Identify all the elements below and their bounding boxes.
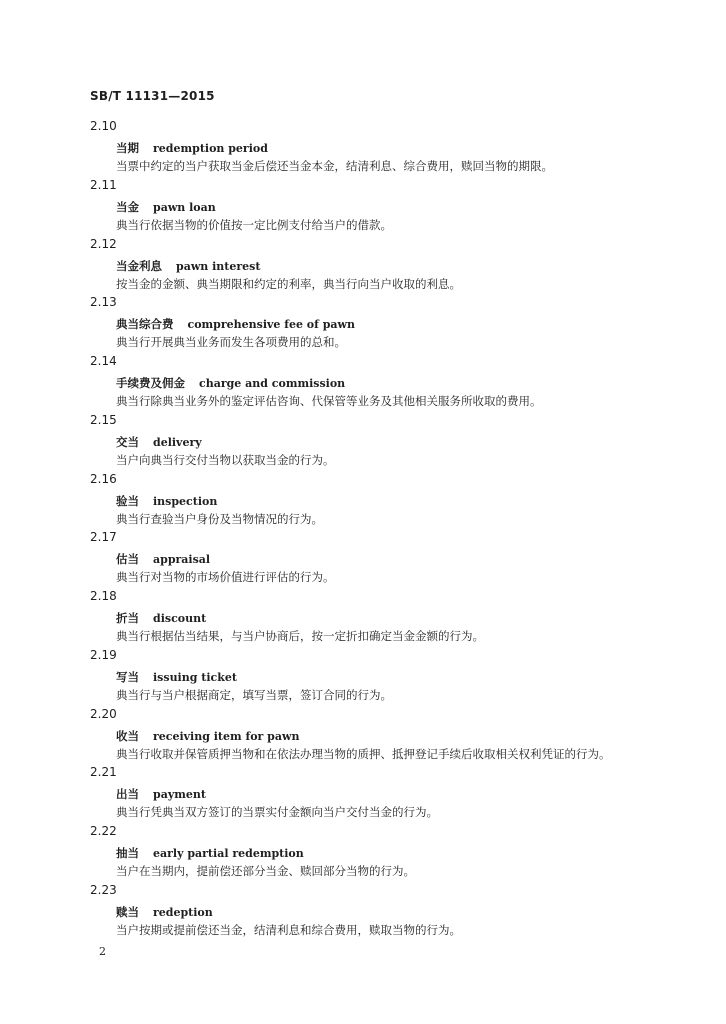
term-definition: 典当行凭典当双方签订的当票实付金额向当户交付当金的行为。 <box>116 805 438 820</box>
term-number: 2.12 <box>90 236 117 251</box>
term-heading <box>116 785 206 803</box>
term-chinese: 验当 <box>116 493 139 508</box>
term-english: issuing ticket <box>153 670 237 684</box>
term-chinese: 典当综合费 <box>116 317 174 332</box>
term-entry <box>0 706 726 765</box>
page-number: 2 <box>99 945 106 958</box>
term-heading <box>116 433 202 451</box>
term-english: comprehensive fee of pawn <box>187 318 355 332</box>
term-entry <box>0 236 726 295</box>
term-chinese: 折当 <box>116 611 139 625</box>
term-number: 2.21 <box>90 765 117 780</box>
term-definition: 典当行除典当业务外的鉴定评估咨询、代保管等业务及其他相关服务所收取的费用。 <box>116 394 542 408</box>
term-entry <box>0 471 726 530</box>
term-english: pawn interest <box>176 259 261 273</box>
term-definition: 典当行查验当户身份及当物情况的行为。 <box>116 511 323 526</box>
term-heading <box>116 315 355 333</box>
term-number: 2.11 <box>90 177 117 192</box>
term-chinese: 当金利息 <box>116 258 162 273</box>
term-number: 2.15 <box>90 412 117 427</box>
standard-code-header: SB/T 11131—2015 <box>90 89 215 103</box>
term-definition: 典当行对当物的市场价值进行评估的行为。 <box>116 570 335 585</box>
term-english: discount <box>153 612 207 625</box>
term-heading <box>116 609 206 627</box>
term-heading <box>116 492 217 510</box>
term-english: redeption <box>153 905 213 919</box>
term-entry <box>0 882 726 941</box>
term-definition: 当户按期或提前偿还当金，结清利息和综合费用，赎取当物的行为。 <box>116 922 461 937</box>
term-definition: 典当行与当户根据商定，填写当票，签订合同的行为。 <box>116 687 392 702</box>
term-number: 2.17 <box>90 530 117 545</box>
term-entry <box>0 177 726 236</box>
term-entries-list <box>0 118 726 941</box>
term-definition: 典当行收取并保管质押当物和在依法办理当物的质押、抵押登记手续后收取相关权利凭证的行为。 <box>116 746 611 761</box>
term-heading <box>116 257 260 275</box>
term-definition: 当户在当期内，提前偿还部分当金、赎回部分当物的行为。 <box>116 864 415 878</box>
term-definition: 典当行根据估当结果，与当户协商后，按一定折扣确定当金金额的行为。 <box>116 629 484 643</box>
term-number: 2.22 <box>90 824 117 838</box>
term-english: inspection <box>153 494 218 508</box>
term-chinese: 当期 <box>116 141 139 155</box>
term-number: 2.10 <box>90 119 117 133</box>
term-heading <box>116 550 210 568</box>
term-definition: 当户向典当行交付当物以获取当金的行为。 <box>116 452 335 467</box>
term-english: appraisal <box>153 553 211 567</box>
term-chinese: 估当 <box>116 552 139 567</box>
term-entry <box>0 764 726 823</box>
term-entry <box>0 529 726 588</box>
term-chinese: 抽当 <box>116 846 139 860</box>
term-entry <box>0 294 726 353</box>
term-definition: 按当金的金额、典当期限和约定的利率，典当行向当户收取的利息。 <box>116 276 461 291</box>
term-entry <box>0 647 726 706</box>
term-heading <box>116 844 304 862</box>
term-number: 2.20 <box>90 706 117 721</box>
term-definition: 典当行依据当物的价值按一定比例支付给当户的借款。 <box>116 217 392 232</box>
term-chinese: 写当 <box>116 669 139 684</box>
term-chinese: 手续费及佣金 <box>116 376 185 390</box>
term-number: 2.16 <box>90 471 117 486</box>
term-chinese: 赎当 <box>116 904 139 919</box>
term-number: 2.13 <box>90 295 117 310</box>
term-definition: 当票中约定的当户获取当金后偿还当金本金，结清利息、综合费用，赎回当物的期限。 <box>116 159 553 173</box>
term-entry <box>0 118 726 177</box>
term-english: payment <box>153 788 206 802</box>
term-entry <box>0 823 726 882</box>
term-chinese: 收当 <box>116 728 139 743</box>
term-number: 2.23 <box>90 882 117 897</box>
term-entry <box>0 412 726 471</box>
term-chinese: 当金 <box>116 199 139 214</box>
term-english: receiving item for pawn <box>153 729 300 743</box>
term-number: 2.14 <box>90 354 117 368</box>
term-chinese: 交当 <box>116 434 139 449</box>
term-heading <box>116 727 299 745</box>
term-chinese: 出当 <box>116 787 139 802</box>
term-english: pawn loan <box>153 200 216 214</box>
term-definition: 典当行开展典当业务而发生各项费用的总和。 <box>116 335 346 350</box>
term-heading <box>116 668 237 686</box>
term-heading <box>116 139 268 157</box>
term-heading <box>116 903 213 921</box>
term-english: charge and commission <box>199 377 346 390</box>
term-english: early partial redemption <box>153 847 304 860</box>
term-english: redemption period <box>153 142 268 155</box>
term-heading <box>116 198 216 216</box>
term-english: delivery <box>153 435 202 449</box>
term-number: 2.18 <box>90 589 117 603</box>
term-entry <box>0 588 726 647</box>
term-entry <box>0 353 726 412</box>
term-heading <box>116 374 345 392</box>
term-number: 2.19 <box>90 647 117 662</box>
